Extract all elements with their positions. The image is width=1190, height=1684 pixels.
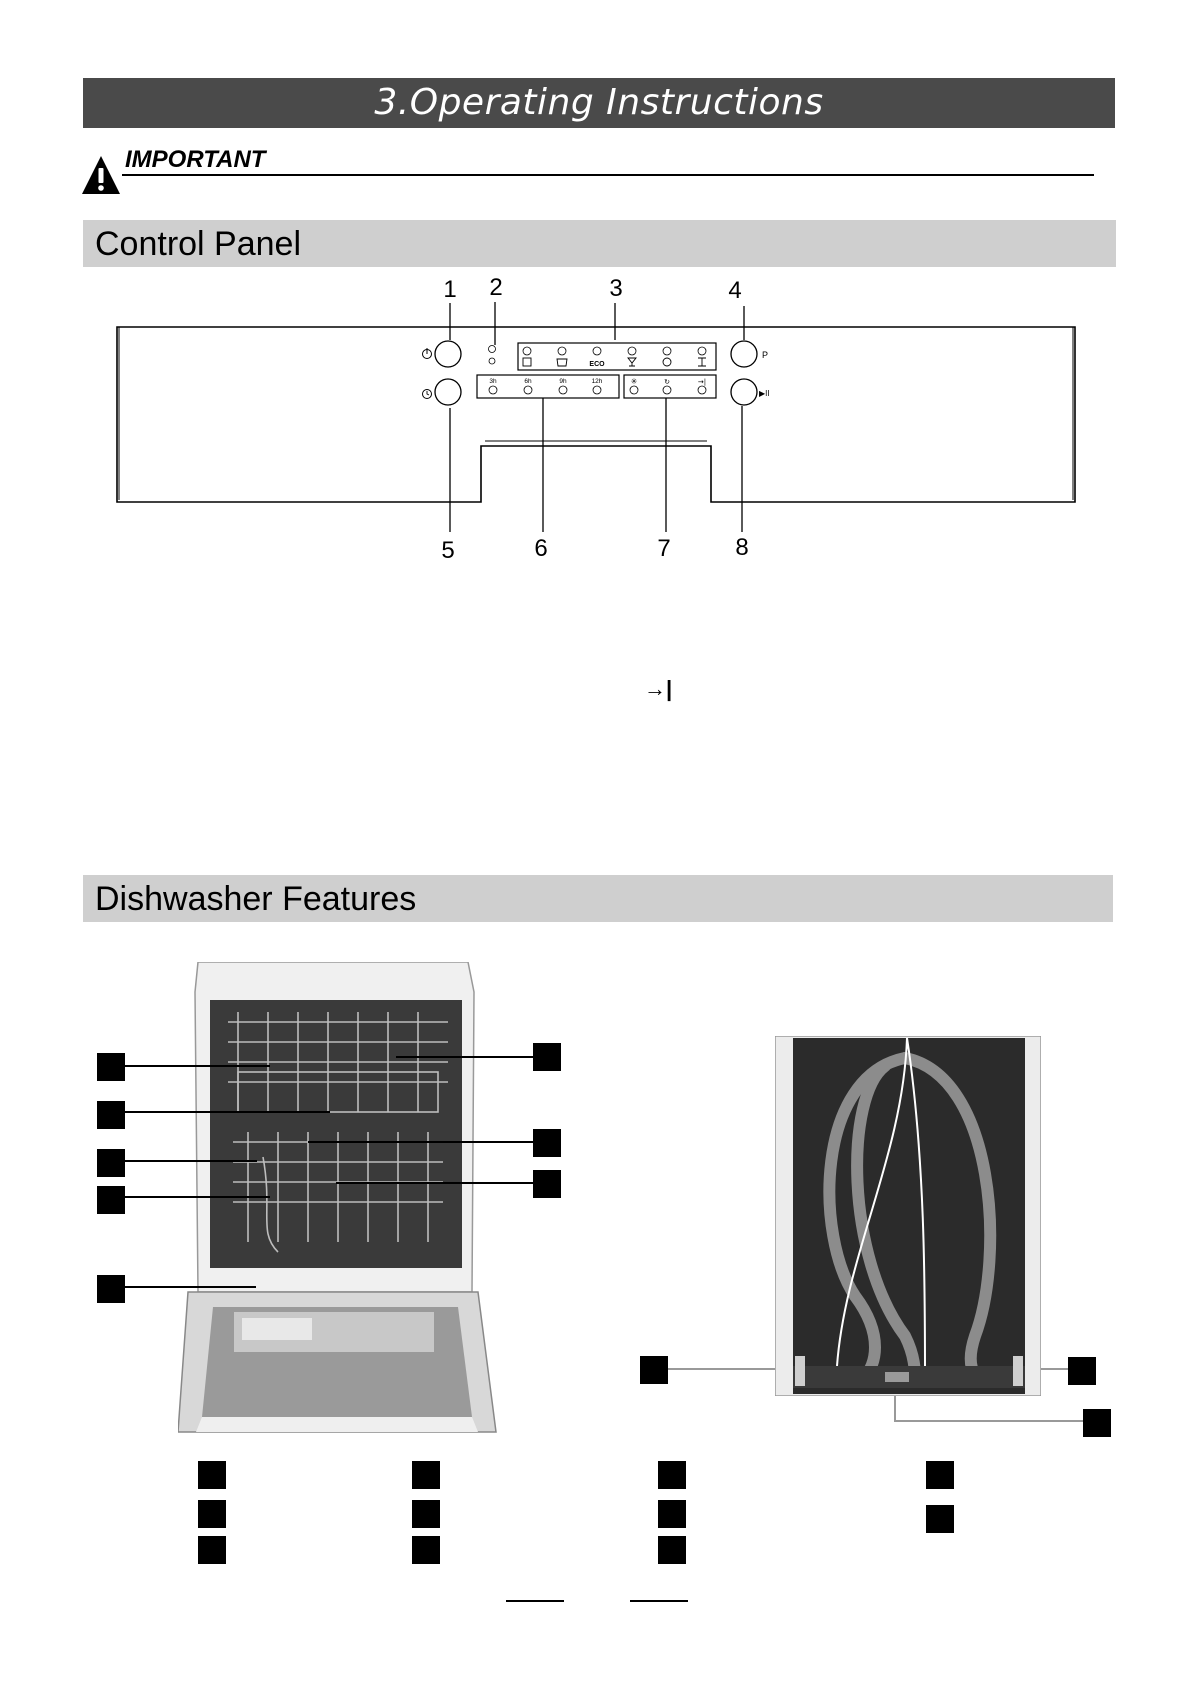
callout-5: 5 bbox=[441, 537, 455, 564]
feature-callout-marker bbox=[1068, 1357, 1096, 1385]
legend-marker bbox=[658, 1500, 686, 1528]
svg-text:12h: 12h bbox=[591, 378, 603, 385]
callout-1: 1 bbox=[443, 276, 457, 303]
feature-callout-marker bbox=[97, 1101, 125, 1129]
legend-marker bbox=[412, 1500, 440, 1528]
svg-text:✳: ✳ bbox=[630, 377, 638, 386]
feature-callout-marker bbox=[533, 1129, 561, 1157]
svg-text:▶II: ▶II bbox=[759, 389, 770, 398]
svg-text:↻: ↻ bbox=[664, 378, 670, 386]
callout-3: 3 bbox=[609, 275, 623, 302]
control-panel-heading: Control Panel bbox=[95, 225, 302, 263]
legend-marker bbox=[412, 1536, 440, 1564]
footer-line-right bbox=[630, 1600, 688, 1602]
callout-2: 2 bbox=[489, 274, 503, 301]
legend-marker bbox=[412, 1461, 440, 1489]
svg-text:P: P bbox=[762, 350, 769, 360]
svg-text:→|: →| bbox=[697, 378, 707, 386]
callout-8: 8 bbox=[735, 534, 749, 561]
feature-callout-marker bbox=[97, 1149, 125, 1177]
dishwasher-back-photo bbox=[775, 1036, 1041, 1396]
legend-marker bbox=[926, 1505, 954, 1533]
feature-callout-marker bbox=[97, 1053, 125, 1081]
page-title: 3.Operating Instructions bbox=[374, 82, 824, 123]
callout-4: 4 bbox=[728, 277, 742, 304]
svg-text:6h: 6h bbox=[524, 378, 532, 385]
features-heading: Dishwasher Features bbox=[95, 880, 417, 918]
legend-marker bbox=[198, 1536, 226, 1564]
feature-callout-marker bbox=[533, 1043, 561, 1071]
svg-text:9h: 9h bbox=[559, 378, 567, 385]
feature-callout-marker bbox=[640, 1356, 668, 1384]
callout-7: 7 bbox=[657, 535, 671, 562]
legend-marker bbox=[658, 1461, 686, 1489]
feature-callout-marker bbox=[97, 1186, 125, 1214]
svg-text:3h: 3h bbox=[489, 378, 497, 385]
end-indicator-symbol: →| bbox=[644, 676, 673, 701]
legend-marker bbox=[198, 1461, 226, 1489]
legend-marker bbox=[926, 1461, 954, 1489]
callout-6: 6 bbox=[534, 535, 548, 562]
feature-callout-marker bbox=[533, 1170, 561, 1198]
legend-marker bbox=[198, 1500, 226, 1528]
feature-callout-marker bbox=[1083, 1409, 1111, 1437]
important-label: IMPORTANT bbox=[125, 146, 266, 173]
feature-callout-marker bbox=[97, 1275, 125, 1303]
legend-marker bbox=[658, 1536, 686, 1564]
svg-text:ECO: ECO bbox=[589, 361, 605, 368]
footer-line-left bbox=[506, 1600, 564, 1602]
